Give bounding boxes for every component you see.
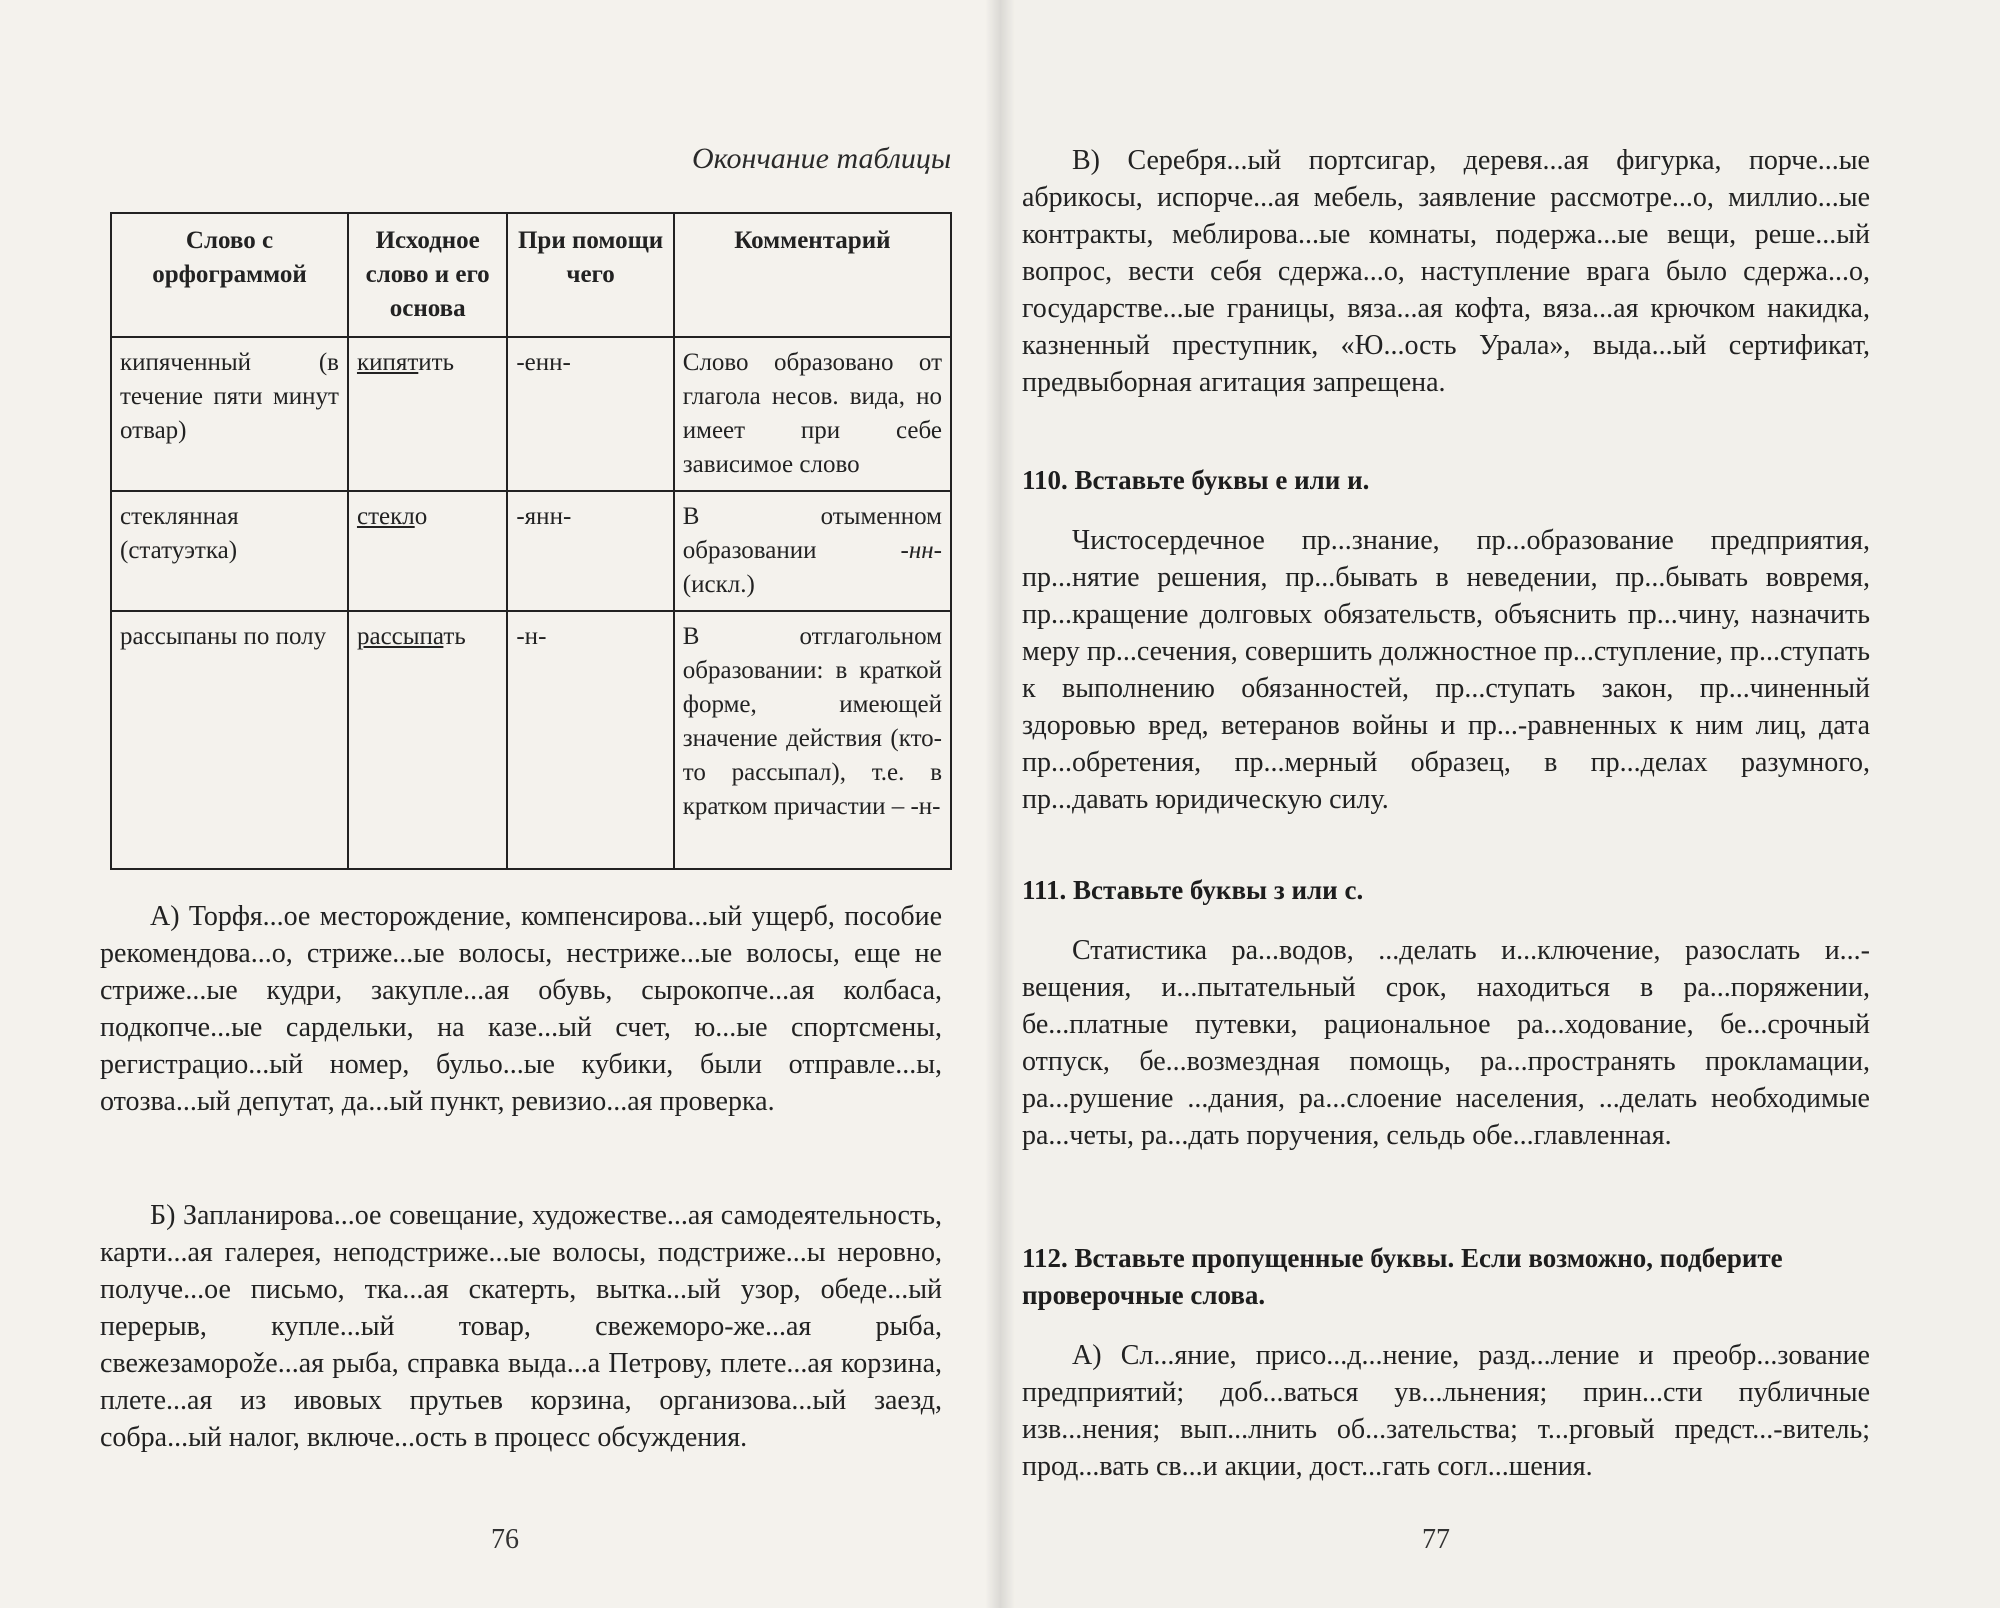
cell-word: стеклянная (статуэтка) bbox=[111, 491, 348, 611]
page-number-right: 77 bbox=[1422, 1524, 1450, 1555]
header-means: При помощи чего bbox=[507, 213, 673, 337]
cell-source bbox=[348, 337, 507, 491]
source-stem: рассыпа bbox=[356, 623, 444, 650]
orthogram-table bbox=[110, 212, 952, 870]
cell-source bbox=[348, 491, 507, 611]
exercise-111-text: Статистика ра...водов, ...делать и...ключение, разослать и...-вещения, и...пытательный срок, находиться в ра...поряжении, бе...платные путевки, рациональное ра...ходование, бе...срочный отпуск, бе...возмездная помощь, ра...пространять прокламации, ра...рушение ...дания, ра...слоение населения, ...делать необходимые ра...четы, ра...дать поручения, сельдь обе...главленная. bbox=[1022, 935, 1870, 1151]
cell-word: кипяченный (в течение пяти минут отвар) bbox=[111, 337, 348, 491]
table-row bbox=[111, 611, 951, 869]
cell-comment: Слово образовано от глагола несов. вида, но имеет при себе зависимое слово bbox=[674, 337, 951, 491]
source-ending: о bbox=[414, 503, 428, 530]
exercise-112-text: А) Сл...яние, присо...д...нение, разд...ление и преобр...зование предприятий; доб...ваться ув...льнения; прин...сти публичные изв...нения; вып...лнить об...зательства; т...рговый предст...-витель; прод...вать св...и акции, дост...гать согл...шения. bbox=[1022, 1340, 1870, 1482]
table-row bbox=[111, 491, 951, 611]
exercise-v-text: В) Серебря...ый портсигар, деревя...ая фигурка, порче...ые абрикосы, испорче...ая мебель, заявление рассмотре...о, миллио...ые контракты, меблирова...ые комнаты, подержа...ые вещи, реше...ый вопрос, вести себя сдержа...о, наступление врага было сдержа...о, государстве...ые границы, вяза...ая кофта, вяза...ая крючком накидка, казненный преступник, «Ю...ость Урала», выда...ый сертификат, предвыборная агитация запрещена. bbox=[1022, 145, 1870, 398]
cell-means: -н- bbox=[507, 611, 673, 869]
table-header-row bbox=[111, 213, 951, 337]
header-comment: Комментарий bbox=[674, 213, 951, 337]
exercise-a-text: А) Торфя...ое месторождение, компенсирова...ый ущерб, пособие рекомендова...о, стриже...ые волосы, нестриже...ые волосы, еще не стриже...ые кудри, закупле...ая обувь, сырокопче...ая колбаса, подкопче...ые сардельки, на казе...ый счет, ю...ые спортсмены, регистрацио...ый номер, бульо...ые кубики, были отправле...ы, отозва...ый депутат, да...ый пункт, ревизио...ая проверка. bbox=[100, 901, 942, 1117]
page-number-left: 76 bbox=[491, 1524, 519, 1555]
exercise-110-title: 110. Вставьте буквы е или и. bbox=[1022, 465, 1370, 495]
table-caption: Окончание таблицы bbox=[692, 142, 952, 175]
source-ending: ть bbox=[443, 623, 466, 650]
comment-text: В отыменном образовании bbox=[682, 503, 942, 564]
source-ending: ить bbox=[418, 349, 455, 376]
source-stem: кипят bbox=[356, 349, 419, 376]
table-row bbox=[111, 337, 951, 491]
comment-italic-suffix: -нн- bbox=[900, 537, 942, 564]
header-word: Слово с орфограммой bbox=[111, 213, 348, 337]
cell-means: -янн- bbox=[507, 491, 673, 611]
cell-means: -енн- bbox=[507, 337, 673, 491]
exercise-112-title: 112. Вставьте пропущенные буквы. Если возможно, подберите проверочные слова. bbox=[1022, 1243, 1783, 1310]
exercise-111-title: 111. Вставьте буквы з или с. bbox=[1022, 875, 1364, 905]
cell-comment: В отглагольном образовании: в краткой форме, имеющей значение действия (кто-то рассыпал), т.е. в кратком причастии – -н- bbox=[674, 611, 951, 869]
cell-comment bbox=[674, 491, 951, 611]
exercise-110-text: Чистосердечное пр...знание, пр...образование предприятия, пр...нятие решения, пр...бывать в неведении, пр...бывать вовремя, пр...кращение долговых обязательств, объяснить пр...чину, назначить меру пр...сечения, совершить должностное пр...ступление, пр...ступать к выполнению обязанностей, пр...ступать закон, пр...чиненный здоровью вред, ветеранов войны и пр...-равненных к ним лиц, дата пр...обретения, пр...мерный образец, в пр...делах разумного, пр...давать юридическую силу. bbox=[1022, 525, 1870, 815]
book-gutter bbox=[985, 0, 1015, 1608]
source-stem: стекл bbox=[356, 503, 415, 530]
header-source: Исходное слово и его основа bbox=[348, 213, 507, 337]
comment-text-end: (искл.) bbox=[682, 571, 755, 598]
exercise-b-text: Б) Запланирова...ое совещание, художестве...ая самодеятельность, карти...ая галерея, неподстриже...ые волосы, подстриже...ы неровно, получе...ое письмо, тка...ая скатерть, вытка...ый узор, обеде...ый перерыв, купле...ый товар, свежеморо-же...ая рыба, свежезаморože...ая рыба, справка выда...а Петрову, плете...ая корзина, плете...ая из ивовых прутьев корзина, организова...ый заезд, собра...ый налог, включе...ость в процесс обсуждения. bbox=[100, 1200, 942, 1453]
cell-source bbox=[348, 611, 507, 869]
cell-word: рассыпаны по полу bbox=[111, 611, 348, 869]
